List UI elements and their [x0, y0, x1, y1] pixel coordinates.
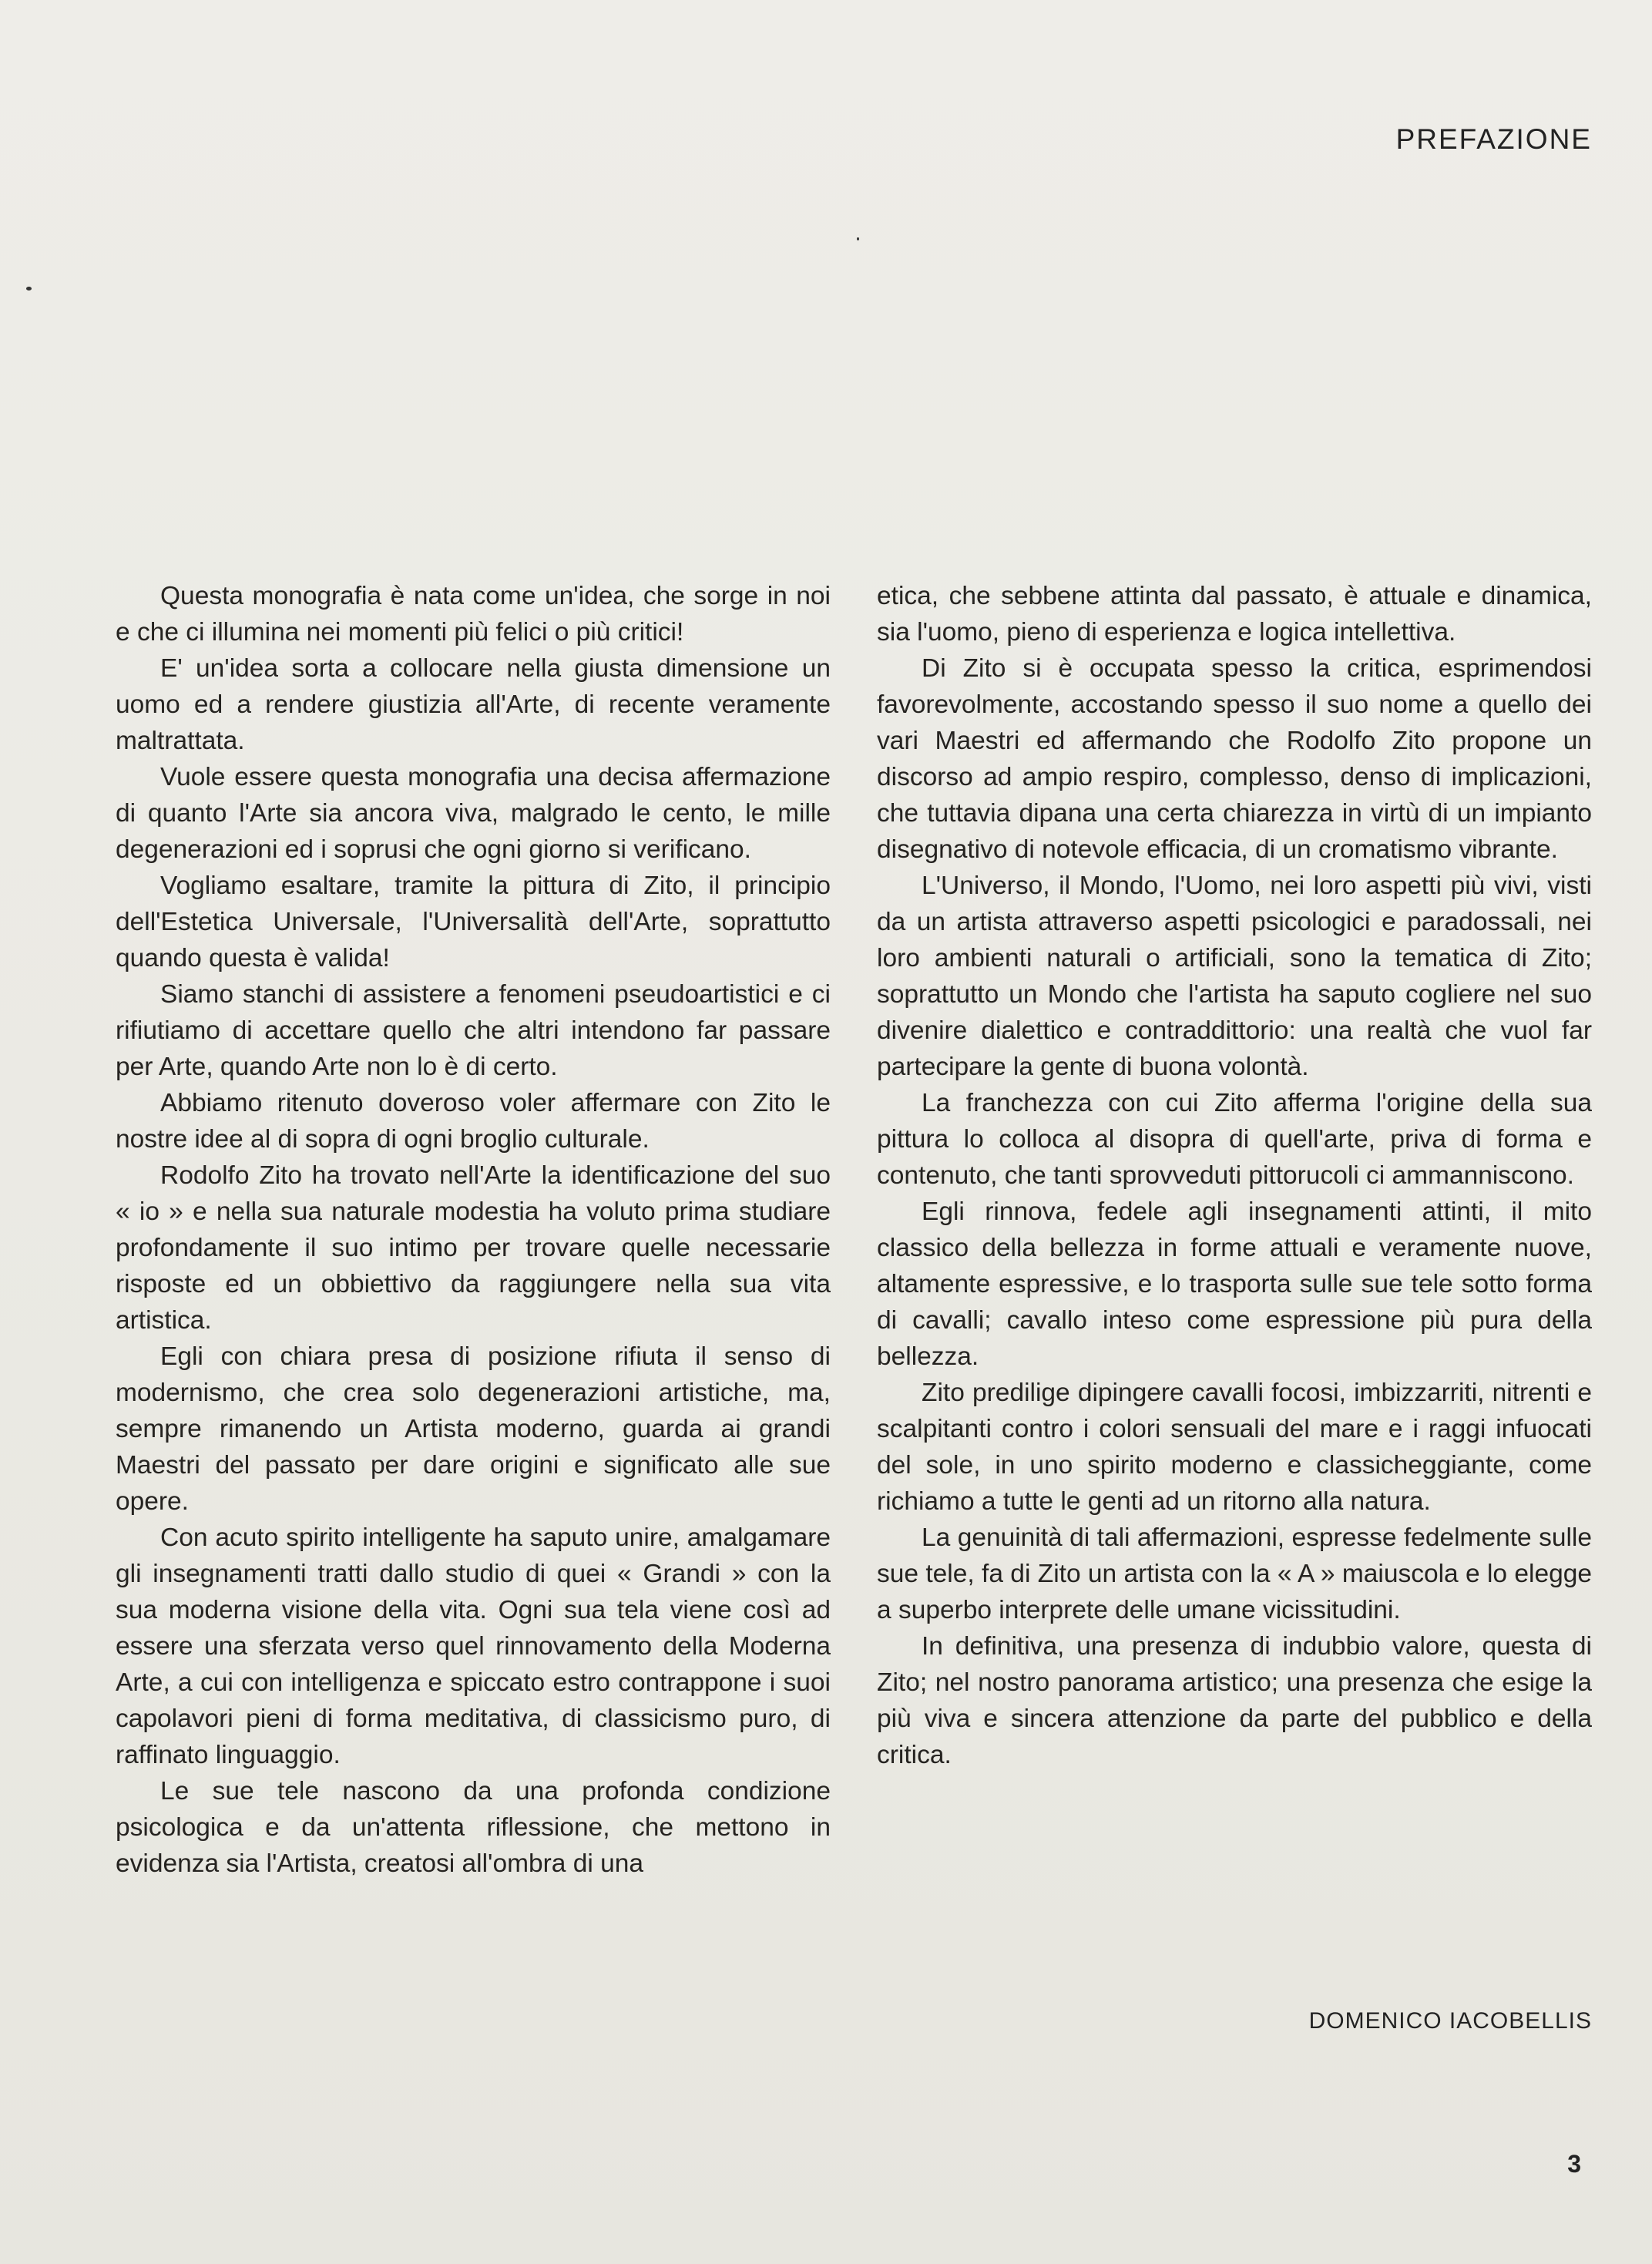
paragraph: Vogliamo esaltare, tramite la pittura di Zito, il principio dell'Estetica Universale, l'Universalità dell'Arte, soprattutto quando questa è valida! — [116, 872, 831, 972]
section-title: PREFAZIONE — [1395, 123, 1592, 155]
paragraph: Siamo stanchi di assistere a fenomeni pseudoartistici e ci rifiutiamo di accettare quello che altri intendono far passare per Arte, quando Arte non lo è di certo. — [116, 980, 831, 1081]
paragraph: L'Universo, il Mondo, l'Uomo, nei loro aspetti più vivi, visti da un artista attraverso aspetti psicologici e paradossali, nei loro ambienti naturali o artificiali, sono la tematica di Zito; soprattutto un Mondo che l'artista ha saputo cogliere nel suo divenire dialettico e contraddittorio: una realtà che vuol far partecipare la gente di buona volontà. — [877, 872, 1592, 1081]
paragraph: Zito predilige dipingere cavalli focosi, imbizzarriti, nitrenti e scalpitanti contro i colori sensuali del mare e i raggi infuocati del sole, in uno spirito moderno e classicheggiante, come richiamo a tutte le genti ad un ritorno alla natura. — [877, 1379, 1592, 1516]
right-text-column — [877, 578, 1592, 1773]
paragraph: Abbiamo ritenuto doveroso voler affermare con Zito le nostre idee al di sopra di ogni broglio culturale. — [116, 1089, 831, 1154]
author-signature: DOMENICO IACOBELLIS — [1308, 2008, 1592, 2034]
paragraph: Egli rinnova, fedele agli insegnamenti attinti, il mito classico della bellezza in forme attuali e veramente nuove, altamente espressive, e lo trasporta sulle sue tele sotto forma di cavalli; cavallo inteso come espressione più pura della bellezza. — [877, 1198, 1592, 1371]
page-number: 3 — [1567, 2150, 1581, 2178]
print-speck — [857, 237, 859, 240]
paragraph: E' un'idea sorta a collocare nella giusta dimensione un uomo ed a rendere giustizia all'Arte, di recente veramente maltrattata. — [116, 654, 831, 755]
paragraph: In definitiva, una presenza di indubbio valore, questa di Zito; nel nostro panorama artistico; una presenza che esige la più viva e sincera attenzione da parte del pubblico e della critica. — [877, 1632, 1592, 1769]
paragraph: Questa monografia è nata come un'idea, che sorge in noi e che ci illumina nei momenti più felici o più critici! — [116, 582, 831, 647]
paragraph-continuation: etica, che sebbene attinta dal passato, è attuale e dinamica, sia l'uomo, pieno di esperienza e logica intellettiva. — [877, 582, 1592, 647]
paragraph: Le sue tele nascono da una profonda condizione psicologica e da un'attenta riflessione, che mettono in evidenza sia l'Artista, creatosi all'ombra di una — [116, 1777, 831, 1878]
paragraph: Egli con chiara presa di posizione rifiuta il senso di modernismo, che crea solo degenerazioni artistiche, ma, sempre rimanendo un Artista moderno, guarda ai grandi Maestri del passato per dare origini e significato alle sue opere. — [116, 1342, 831, 1516]
paragraph: La franchezza con cui Zito afferma l'origine della sua pittura lo colloca al disopra di quell'arte, priva di forma e contenuto, che tanti sprovveduti pittorucoli ci ammanniscono. — [877, 1089, 1592, 1190]
paragraph: Di Zito si è occupata spesso la critica, esprimendosi favorevolmente, accostando spesso il suo nome a quello dei vari Maestri ed affermando che Rodolfo Zito propone un discorso ad ampio respiro, complesso, denso di implicazioni, che tuttavia dipana una certa chiarezza in virtù di un impianto disegnativo di notevole efficacia, di un cromatismo vibrante. — [877, 654, 1592, 864]
print-speck — [26, 287, 32, 291]
paragraph: Vuole essere questa monografia una decisa affermazione di quanto l'Arte sia ancora viva, malgrado le cento, le mille degenerazioni ed i soprusi che ogni giorno si verificano. — [116, 763, 831, 864]
paragraph: Con acuto spirito intelligente ha saputo unire, amalgamare gli insegnamenti tratti dallo studio di quei « Grandi » con la sua moderna visione della vita. Ogni sua tela viene così ad essere una sferzata verso quel rinnovamento della Moderna Arte, a cui con intelligenza e spiccato estro contrappone i suoi capolavori pieni di forma meditativa, di classicismo puro, di raffinato linguaggio. — [116, 1523, 831, 1769]
paragraph: La genuinità di tali affermazioni, espresse fedelmente sulle sue tele, fa di Zito un artista con la « A » maiuscola e lo elegge a superbo interprete delle umane vicissitudini. — [877, 1523, 1592, 1624]
left-text-column — [116, 578, 831, 1882]
paragraph: Rodolfo Zito ha trovato nell'Arte la identificazione del suo « io » e nella sua naturale modestia ha voluto prima studiare profondamente il suo intimo per trovare quelle necessarie risposte ed un obbiettivo da raggiungere nella sua vita artistica. — [116, 1161, 831, 1335]
